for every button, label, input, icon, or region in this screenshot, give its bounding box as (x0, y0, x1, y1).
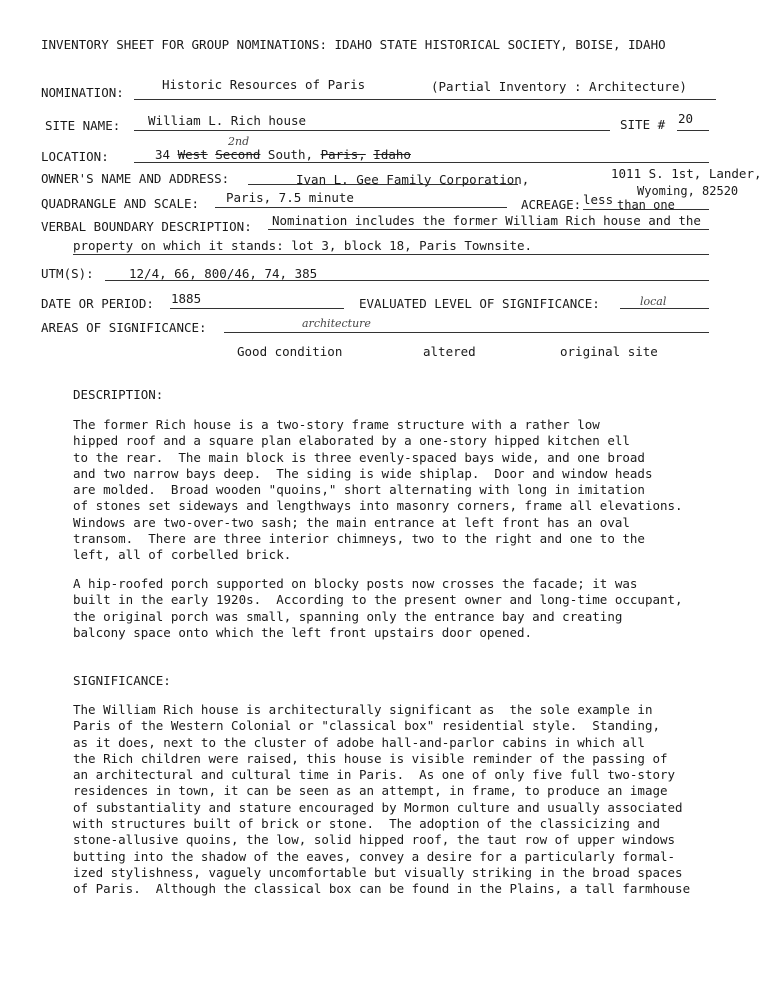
acreage-rule (583, 209, 709, 210)
boundary-line-2: property on which it stands: lot 3, block 18, Paris Townsite. (73, 238, 533, 253)
location-struck-paris: Paris, (320, 147, 366, 162)
location-label: LOCATION: (41, 149, 109, 164)
areas-label: AREAS OF SIGNIFICANCE: (41, 320, 207, 335)
location-rule (134, 162, 709, 163)
quadrangle-rule (215, 207, 507, 208)
date-rule (170, 308, 344, 309)
acreage-label: ACREAGE: (521, 197, 582, 212)
owner-address: 1011 S. 1st, Lander, (611, 166, 762, 181)
site-number-rule (677, 130, 709, 131)
areas-value: architecture (302, 317, 371, 330)
nomination-value: Historic Resources of Paris (162, 77, 366, 92)
owner-value: Ivan L. Gee Family Corporation, (296, 172, 530, 187)
utm-value: 12/4, 66, 800/46, 74, 385 (129, 266, 318, 281)
condition-altered: altered (423, 344, 476, 359)
nomination-note: (Partial Inventory : Architecture) (431, 79, 687, 94)
location-struck-second: Second (215, 147, 261, 162)
boundary-rule-1 (268, 229, 709, 230)
owner-rule (248, 184, 518, 185)
owner-label: OWNER'S NAME AND ADDRESS: (41, 171, 230, 186)
nomination-rule (134, 99, 716, 100)
quadrangle-value: Paris, 7.5 minute (226, 190, 354, 205)
evaluated-label: EVALUATED LEVEL OF SIGNIFICANCE: (359, 296, 600, 311)
location-struck-west: West (177, 147, 208, 162)
description-heading: DESCRIPTION: (73, 387, 164, 402)
quadrangle-label: QUADRANGLE AND SCALE: (41, 196, 200, 211)
sheet-title: INVENTORY SHEET FOR GROUP NOMINATIONS: IDAHO STATE HISTORICAL SOCIETY, BOISE, IDAHO (41, 37, 666, 52)
location-struck-idaho: Idaho (373, 147, 411, 162)
areas-rule (224, 332, 709, 333)
boundary-label: VERBAL BOUNDARY DESCRIPTION: (41, 219, 252, 234)
acreage-value-1: less (583, 192, 614, 207)
significance-paragraph-1: The William Rich house is architecturally significant as the sole example in Paris of the Western Colonial or "classical box" residential style. Standing, as it does, next to the cluster of adobe hall-and-parlor cabins in which all the Rich children were raised, this house is visible reminder of the passing of an architectural and cultural time in Paris. As one of only five full two-story residences in town, it can be seen as an attempt, in frame, to produce an image of substantiality and stature encouraged by Mormon culture and usually associated with structures built of brick or stone. The adoption of the classicizing and stone-allusive quoins, the low, solid hipped roof, the taut row of upper windows butting into the shadow of the eaves, convey a desire for a particularly formal- ized stylishness, vaguely uncomfortable but visually striking in the broad spaces of Paris. Although the classical box can be found in the Plains, a tall farmhouse (73, 702, 691, 897)
nomination-label: NOMINATION: (41, 85, 124, 100)
description-paragraph-1: The former Rich house is a two-story frame structure with a rather low hipped roof and a square plan elaborated by a one-story hipped kitchen ell to the rear. The main block is three evenly-spaced bays wide, and one broad and two narrow bays deep. The siding is wide shiplap. Door and window heads are molded. Broad wooden "quoins," short alternating with long in imitation of stones set sideways and lengthways into masonry corners, frame all elevations. Windows are two-over-two sash; the main entrance at left front has an oval transom. There are three interior chimneys, two to the right and one to the left, all of corbelled brick. (73, 417, 683, 563)
site-number-value: 20 (678, 111, 694, 126)
evaluated-rule (620, 308, 709, 309)
site-name-label: SITE NAME: (45, 118, 121, 133)
boundary-rule-2 (73, 254, 709, 255)
site-name-value: William L. Rich house (148, 113, 307, 128)
owner-address-2: Wyoming, 82520 (637, 184, 739, 198)
location-value: 34 West Second South, Paris, Idaho (155, 147, 411, 162)
condition-good: Good condition (237, 344, 343, 359)
boundary-line-1: Nomination includes the former William Rich house and the (272, 213, 701, 228)
utm-label: UTM(S): (41, 266, 94, 281)
condition-original-site: original site (560, 344, 658, 359)
acreage-value-2: than one (617, 198, 675, 212)
significance-heading: SIGNIFICANCE: (73, 673, 171, 688)
site-name-rule (134, 130, 610, 131)
date-value: 1885 (171, 291, 202, 306)
evaluated-value: local (640, 295, 667, 308)
utm-rule (105, 280, 709, 281)
location-handwritten-note: 2nd (228, 135, 250, 148)
date-label: DATE OR PERIOD: (41, 296, 154, 311)
site-number-label: SITE # (620, 117, 666, 132)
description-paragraph-2: A hip-roofed porch supported on blocky posts now crosses the facade; it was built in the early 1920s. According to the present owner and long-time occupant, the original porch was small, spanning only the entrance bay and creating balcony space onto which the left front upstairs door opened. (73, 576, 683, 640)
